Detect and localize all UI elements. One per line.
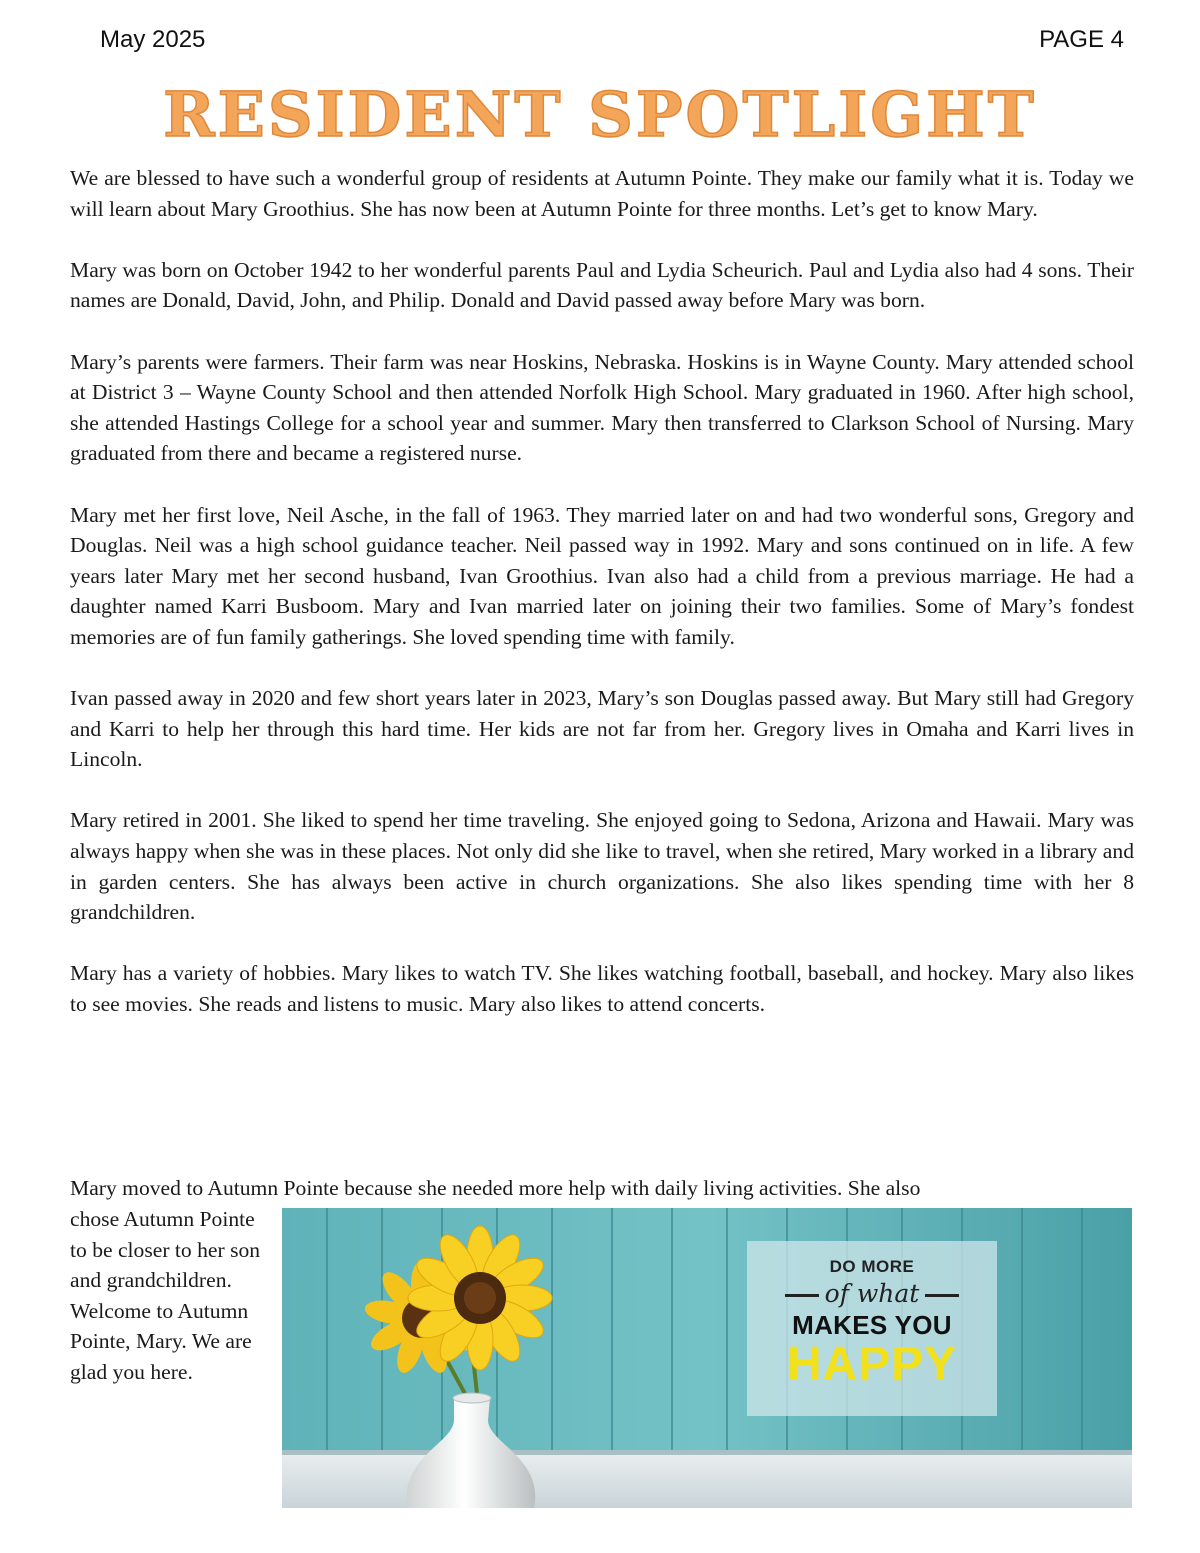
motivational-sign <box>747 1241 997 1416</box>
article-body <box>70 163 1134 1050</box>
sign-line-makes-you: MAKES YOU <box>792 1310 952 1340</box>
page-number: PAGE 4 <box>1039 26 1124 53</box>
paragraph-closing-wrap: chose Autumn Pointe to be closer to her son and grandchildren. Welcome to Autumn Pointe, Mary. We are glad you here. <box>70 1207 261 1384</box>
paragraph-marriage: Mary met her first love, Neil Asche, in the fall of 1963. They married later on and had two wonderful sons, Gregory and Douglas. Neil was a high school guidance teacher. Neil passed way in 1992. Mary and sons continued on in life. A few years later Mary met her second husband, Ivan Groothius. Ivan also had a child from a previous marriage. He had a daughter named Karri Busboom. Mary and Ivan married later on joining their two families. Some of Mary’s fondest memories are of fun family gatherings. She loved spending time with family. <box>70 502 1134 649</box>
sign-line-happy: HAPPY <box>786 1338 958 1391</box>
paragraph-intro: We are blessed to have such a wonderful group of residents at Autumn Pointe. They make our family what it is. Today we will learn about Mary Groothius. She has now been at Autumn Pointe for three months. Let’s get to know Mary. <box>70 166 1134 221</box>
sign-line-of-what-text: of what <box>824 1279 920 1308</box>
issue-date: May 2025 <box>100 26 206 53</box>
paragraph-hobbies: Mary has a variety of hobbies. Mary likes to watch TV. She likes watching football, baseball, and hockey. Mary also likes to see movies. She reads and listens to music. Mary also likes to attend concerts. <box>70 961 1134 1017</box>
paragraph-loss: Ivan passed away in 2020 and few short years later in 2023, Mary’s son Douglas passed away. But Mary still had Gregory and Karri to help her through this hard time. Her kids are not far from her. Gregory lives in Omaha and Karri lives in Lincoln. <box>70 686 1134 772</box>
paragraph-retirement: Mary retired in 2001. She liked to spend her time traveling. She enjoyed going to Sedona, Arizona and Hawaii. Mary was always happy when she was in these places. Not only did she like to travel, when she retired, Mary worked in a library and in garden centers. She has always been active in church organizations. She also likes spending time with her 8 grandchildren. <box>70 808 1134 925</box>
paragraph-education: Mary’s parents were farmers. Their farm was near Hoskins, Nebraska. Hoskins is in Wayne County. Mary attended school at District 3 – Wayne County School and then attended Norfolk High School. Mary graduated in 1960. After high school, she attended Hastings College for a school year and summer. Mary then transferred to Clarkson School of Nursing. Mary graduated from there and became a registered nurse. <box>70 349 1134 466</box>
sunflower-vase-image <box>282 1208 1132 1508</box>
sign-line-do-more: DO MORE <box>829 1257 915 1276</box>
page-title: RESIDENT SPOTLIGHT <box>163 78 1037 151</box>
wood-wall-illustration <box>282 1208 1132 1508</box>
paragraph-closing-lead: Mary moved to Autumn Pointe because she needed more help with daily living activities. She also <box>70 1176 921 1200</box>
sign-line-of-what <box>747 1279 997 1308</box>
paragraph-birth: Mary was born on October 1942 to her wonderful parents Paul and Lydia Scheurich. Paul and Lydia also had 4 sons. Their names are Donald, David, John, and Philip. Donald and David passed away before Mary was born. <box>70 257 1134 313</box>
dash-right-icon <box>925 1294 959 1297</box>
dash-left-icon <box>785 1294 819 1297</box>
